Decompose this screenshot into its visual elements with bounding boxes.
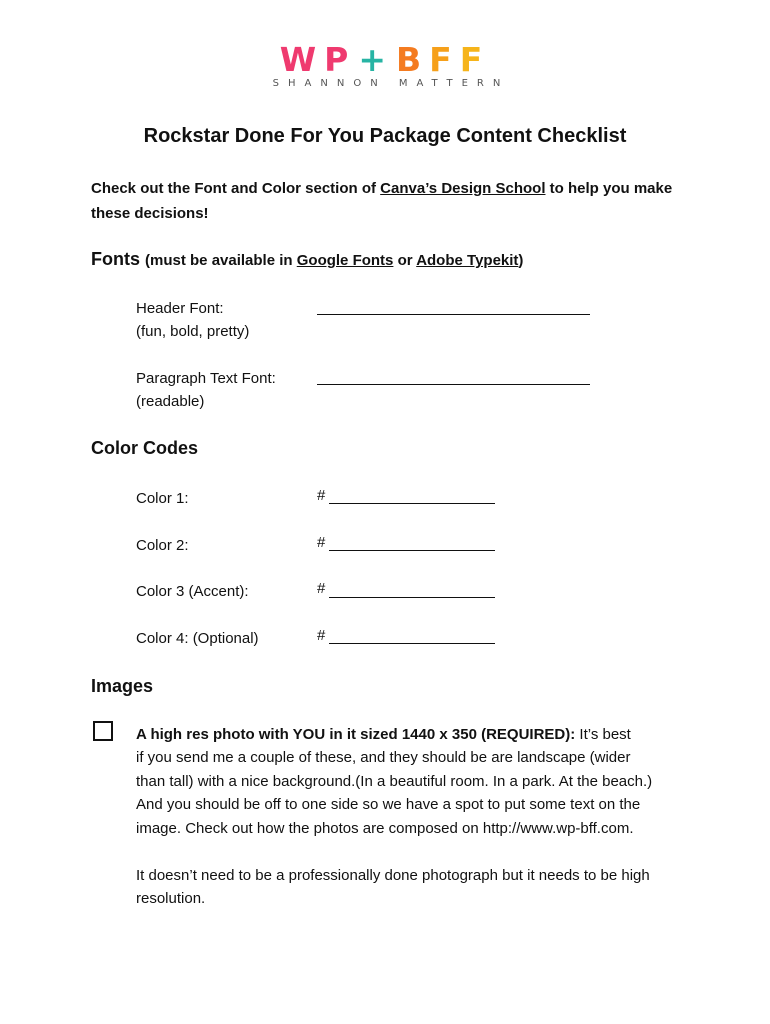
- photo-line-5: image. Check out how the photos are composed on http://www.wp-bff.com.: [136, 819, 634, 837]
- logo-wp: WP: [279, 40, 357, 79]
- paragraph-font-label: Paragraph Text Font:: [136, 370, 276, 387]
- color-2-field[interactable]: [329, 550, 495, 551]
- photo-note: [136, 864, 696, 911]
- photo-requirement: [136, 723, 696, 840]
- fonts-note-after: ): [518, 252, 524, 269]
- color-4-field[interactable]: [329, 643, 495, 644]
- fonts-heading-text: Fonts: [91, 249, 140, 269]
- color-4-hash: #: [317, 627, 326, 644]
- color-1-hash: #: [317, 487, 326, 504]
- color-2-label: Color 2:: [136, 537, 189, 554]
- color-2-hash: #: [317, 534, 326, 551]
- logo-subtitle: SHANNON MATTERN: [272, 78, 510, 89]
- intro-text: [91, 176, 691, 226]
- paragraph-font-field[interactable]: [317, 384, 590, 385]
- fonts-note-before: (must be available in: [145, 252, 297, 269]
- header-font-hint: (fun, bold, pretty): [136, 323, 250, 340]
- photo-line-1: [136, 723, 696, 746]
- photo-line-1-text: It’s best: [575, 726, 631, 743]
- page-title: Rockstar Done For You Package Content Checklist: [143, 125, 627, 147]
- fonts-note: [145, 252, 523, 269]
- color-1-field[interactable]: [329, 503, 495, 504]
- color-codes-heading: Color Codes: [91, 438, 199, 458]
- header-font-label: Header Font:: [136, 300, 224, 317]
- logo: [0, 42, 770, 89]
- photo-line-3: than tall) with a nice background.(In a beautiful room. In a park. At the beach.): [136, 772, 653, 790]
- color-1-label: Color 1:: [136, 490, 189, 507]
- color-3-hash: #: [317, 580, 326, 597]
- logo-wordmark: [0, 42, 770, 78]
- adobe-typekit-link[interactable]: Adobe Typekit: [416, 252, 519, 269]
- intro-after: to help you make these decisions!: [91, 180, 673, 222]
- color-4-label: Color 4: (Optional): [136, 630, 259, 647]
- logo-plus: +: [358, 40, 394, 79]
- intro-before: Check out the Font and Color section of: [91, 180, 381, 197]
- photo-note-line-1: It doesn’t need to be a professionally done photograph but it needs to be high: [136, 867, 650, 884]
- logo-f1: F: [429, 40, 460, 79]
- header-font-field[interactable]: [317, 314, 590, 315]
- photo-line-2: if you send me a couple of these, and they should be are landscape (wider: [136, 749, 631, 767]
- paragraph-font-hint: (readable): [136, 393, 205, 410]
- color-3-field[interactable]: [329, 597, 495, 598]
- photo-note-line-2: resolution.: [136, 890, 206, 908]
- photo-requirement-bold: A high res photo with YOU in it sized 1440 x 350 (REQUIRED):: [136, 726, 576, 743]
- color-3-label: Color 3 (Accent):: [136, 583, 249, 600]
- fonts-note-mid: or: [393, 252, 417, 269]
- fonts-heading: [91, 249, 523, 270]
- logo-f2: F: [459, 40, 491, 79]
- google-fonts-link[interactable]: Google Fonts: [296, 252, 394, 269]
- photo-checkbox[interactable]: [93, 721, 113, 741]
- images-heading: Images: [91, 676, 154, 696]
- canva-design-school-link[interactable]: Canva’s Design School: [380, 180, 546, 197]
- photo-line-4: And you should be off to one side so we have a spot to put some text on the: [136, 796, 641, 814]
- logo-b: B: [396, 40, 430, 79]
